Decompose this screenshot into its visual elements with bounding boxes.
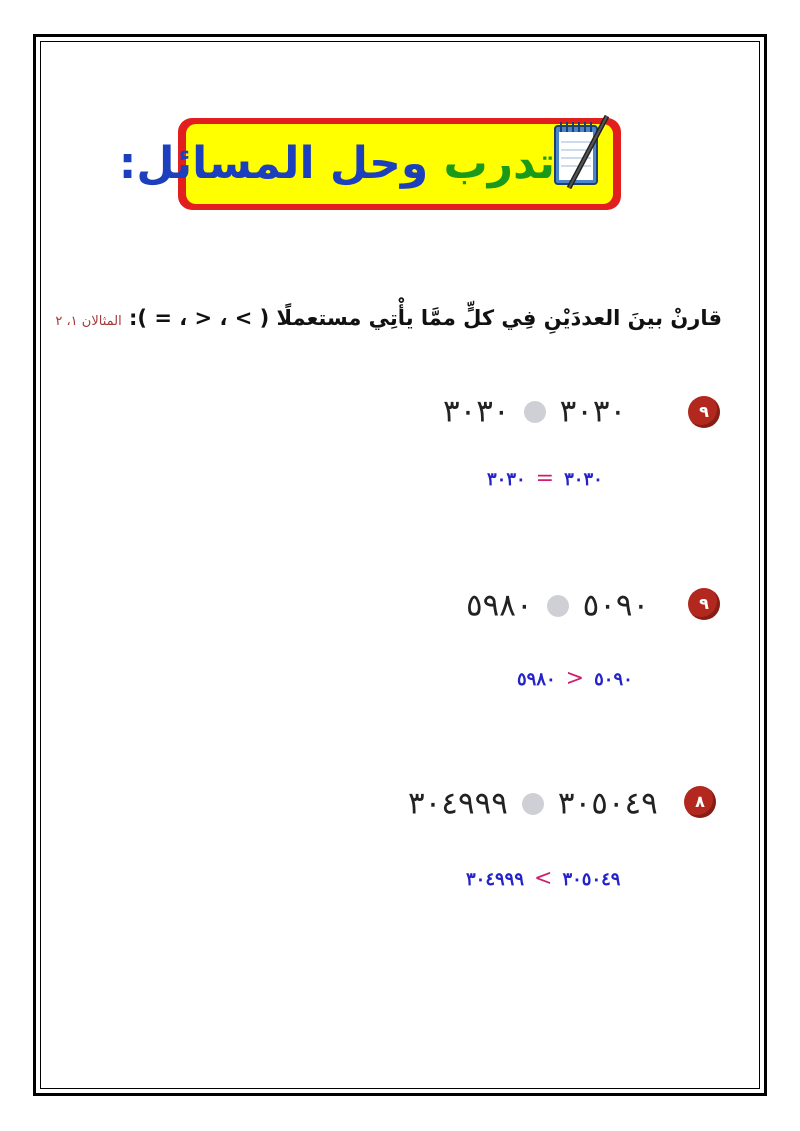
instruction-line [55,306,722,330]
problem-3-answer-left: ٣٠٥٠٤٩ [562,869,621,890]
problem-1-answer-right: ٣٠٣٠ [487,469,526,490]
problem-2-answer-left: ٥٠٩٠ [594,669,633,690]
problem-3-answer-operator: > [534,866,553,891]
title-word-solve: وحل المسائل: [118,138,429,189]
problem-1-answer-operator: = [535,466,555,491]
problem-1-comparison [443,392,626,430]
problem-1-number-badge: ٩ [688,396,720,428]
problem-2-number-badge: ٩ [688,588,720,620]
problem-1-answer-left: ٣٠٣٠ [564,469,603,490]
problem-3-answer [466,866,620,891]
problem-2-answer [517,666,633,691]
problem-1-right-number: ٣٠٣٠ [443,393,510,430]
problem-3-comparison [408,784,658,822]
problem-2-blank-circle[interactable] [547,595,569,617]
problem-2-right-number: ٥٩٨٠ [466,587,533,624]
problem-3-blank-circle[interactable] [522,793,544,815]
problem-2-left-number: ٥٠٩٠ [582,587,650,624]
problem-3-right-number: ٣٠٤٩٩٩ [408,785,508,822]
problem-3-number-badge: ٨ [684,786,716,818]
page-title [119,134,555,194]
problem-1-blank-circle[interactable] [524,401,546,423]
problem-3-left-number: ٣٠٥٠٤٩ [557,785,658,822]
problem-1-left-number: ٣٠٣٠ [559,393,627,430]
problem-2-answer-right: ٥٩٨٠ [517,669,556,690]
example-reference: المثالان ١، ٢ [55,314,122,329]
problem-1-answer [487,466,603,491]
title-banner-fill [118,124,613,204]
problem-3-answer-right: ٣٠٤٩٩٩ [466,869,525,890]
problem-2-answer-operator: < [565,666,585,691]
title-banner [118,118,621,210]
problem-2-comparison [466,586,649,624]
instruction-text: قارنْ بينَ العددَيْنِ فِي كلٍّ ممَّا يأْتِي مستعملًا ( > ، < ، = ): [129,306,722,330]
notepad-pen-icon [549,112,613,192]
title-word-practice: تدرب [443,138,555,189]
